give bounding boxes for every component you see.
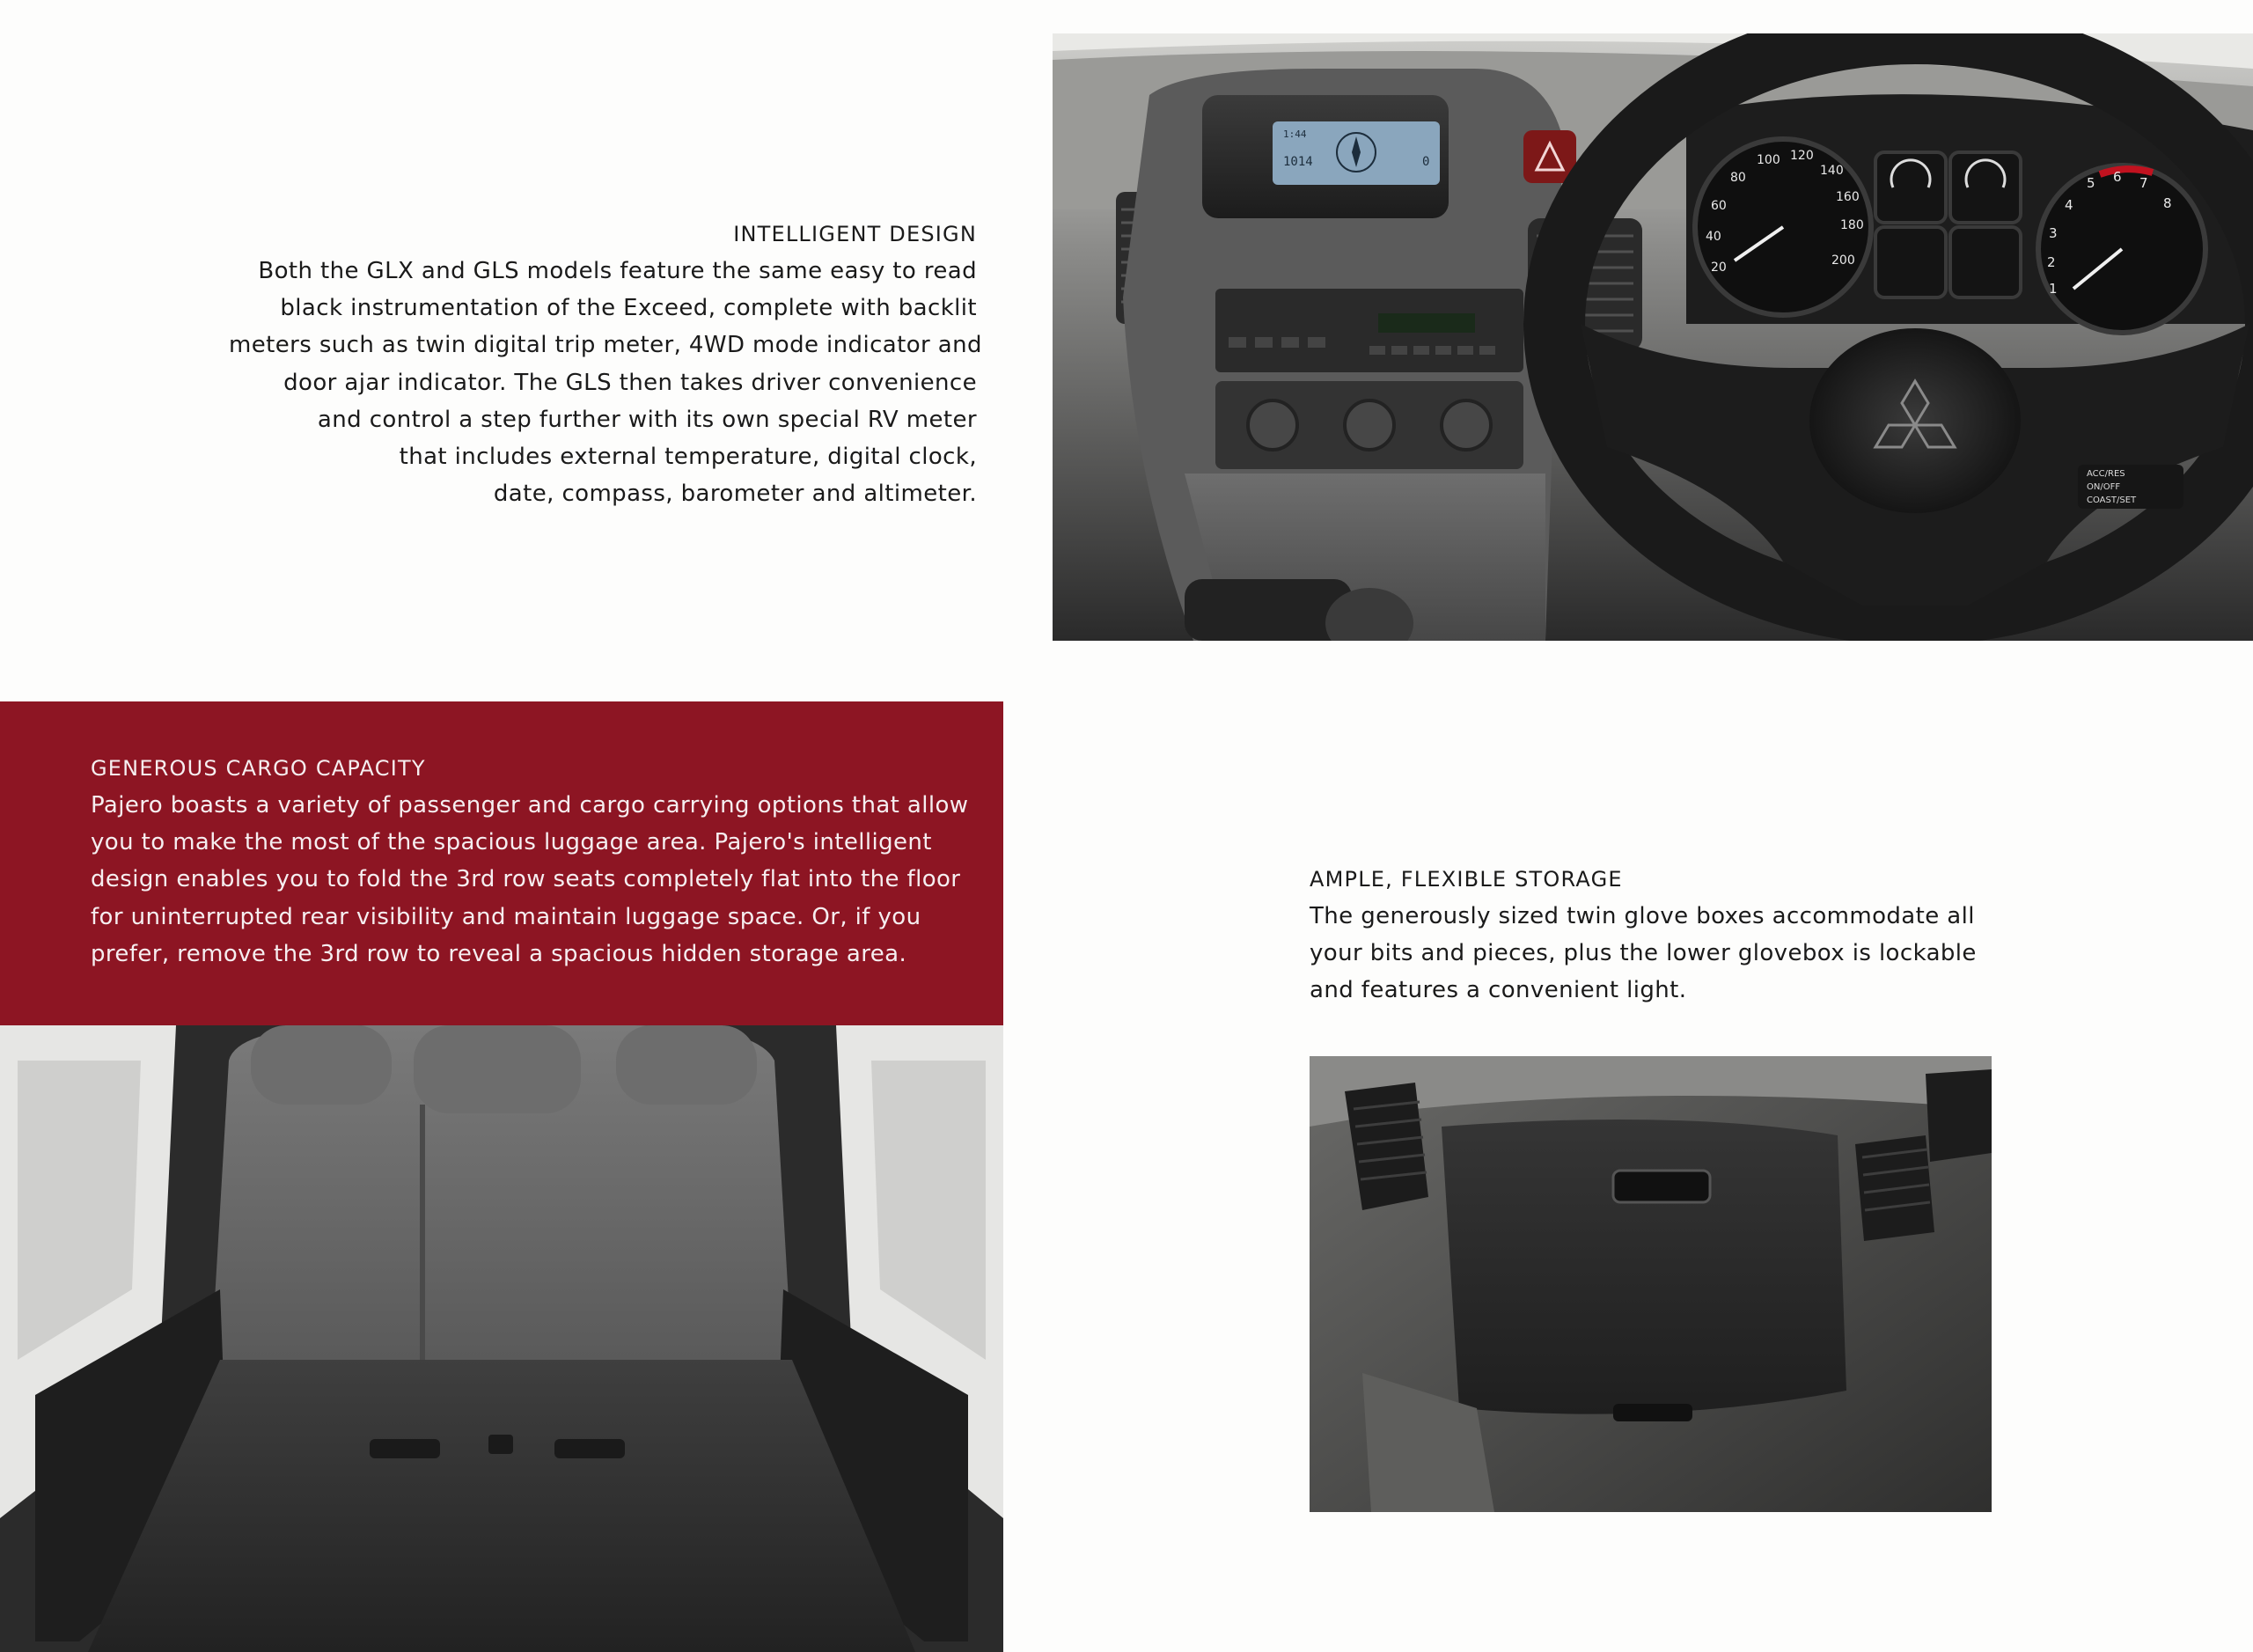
speedo-label: 140 (1820, 164, 1844, 178)
body-line: meters such as twin digital trip meter, 4WD mode indicator and (229, 332, 982, 359)
storage-heading: AMPLE, FLEXIBLE STORAGE (1310, 867, 1623, 892)
body-line: and control a step further with its own special RV meter (317, 406, 977, 433)
body-line: black instrumentation of the Exceed, complete with backlit (280, 295, 977, 322)
speedo-label: 160 (1836, 190, 1860, 204)
tacho-label: 7 (2139, 175, 2148, 191)
speedo-label: 120 (1790, 149, 1814, 163)
tacho-label: 8 (2163, 195, 2172, 211)
display-pressure: 1014 (1283, 155, 1313, 169)
body-line: design enables you to fold the 3rd row seats completely flat into the floor (91, 866, 961, 893)
tacho-label: 4 (2065, 197, 2073, 213)
body-line: date, compass, barometer and altimeter. (493, 481, 977, 508)
tacho-label: 1 (2049, 281, 2058, 297)
speedo-label: 100 (1757, 153, 1780, 167)
storage-body (1310, 898, 2014, 1010)
body-line: your bits and pieces, plus the lower glovebox is lockable (1310, 940, 1977, 967)
speedo-label: 200 (1831, 253, 1855, 268)
body-line: Pajero boasts a variety of passenger and cargo carrying options that allow (91, 792, 969, 819)
intelligent-design-body (229, 253, 982, 512)
cargo-capacity-body (91, 787, 971, 973)
body-line: The generously sized twin glove boxes accommodate all (1310, 903, 1975, 929)
intelligent-design-heading: INTELLIGENT DESIGN (733, 222, 977, 246)
cargo-capacity-section (91, 750, 971, 973)
tacho-label: 6 (2113, 169, 2122, 185)
intelligent-design-section (229, 216, 982, 512)
body-line: for uninterrupted rear visibility and maintain luggage space. Or, if you (91, 903, 921, 930)
display-altitude: 0 (1422, 155, 1430, 169)
tacho-label: 3 (2049, 225, 2058, 241)
body-line: and features a convenient light. (1310, 977, 1687, 1004)
body-line: door ajar indicator. The GLS then takes driver convenience (283, 369, 977, 396)
dashboard-photo (1053, 33, 2253, 641)
body-line: prefer, remove the 3rd row to reveal a spacious hidden storage area. (91, 940, 907, 967)
glovebox-photo (1310, 1056, 1992, 1512)
display-time: 1:44 (1283, 128, 1307, 140)
cruise-label: COAST/SET (2087, 496, 2137, 505)
tacho-label: 5 (2087, 175, 2095, 191)
speedo-label: 180 (1840, 218, 1864, 232)
speedo-label: 60 (1711, 199, 1727, 213)
body-line: you to make the most of the spacious luggage area. Pajero's intelligent (91, 829, 932, 856)
speedo-label: 20 (1711, 261, 1727, 275)
body-line: Both the GLX and GLS models feature the same easy to read (258, 258, 977, 284)
cargo-area-photo (0, 1025, 1003, 1652)
speedo-label: 80 (1730, 171, 1746, 185)
cruise-label: ON/OFF (2087, 482, 2121, 492)
storage-section (1310, 861, 2014, 1010)
cargo-capacity-heading: GENEROUS CARGO CAPACITY (91, 756, 426, 781)
cruise-label: ACC/RES (2087, 469, 2125, 479)
speedo-label: 40 (1706, 230, 1721, 244)
tacho-label: 2 (2047, 254, 2056, 270)
body-line: that includes external temperature, digital clock, (399, 444, 977, 471)
